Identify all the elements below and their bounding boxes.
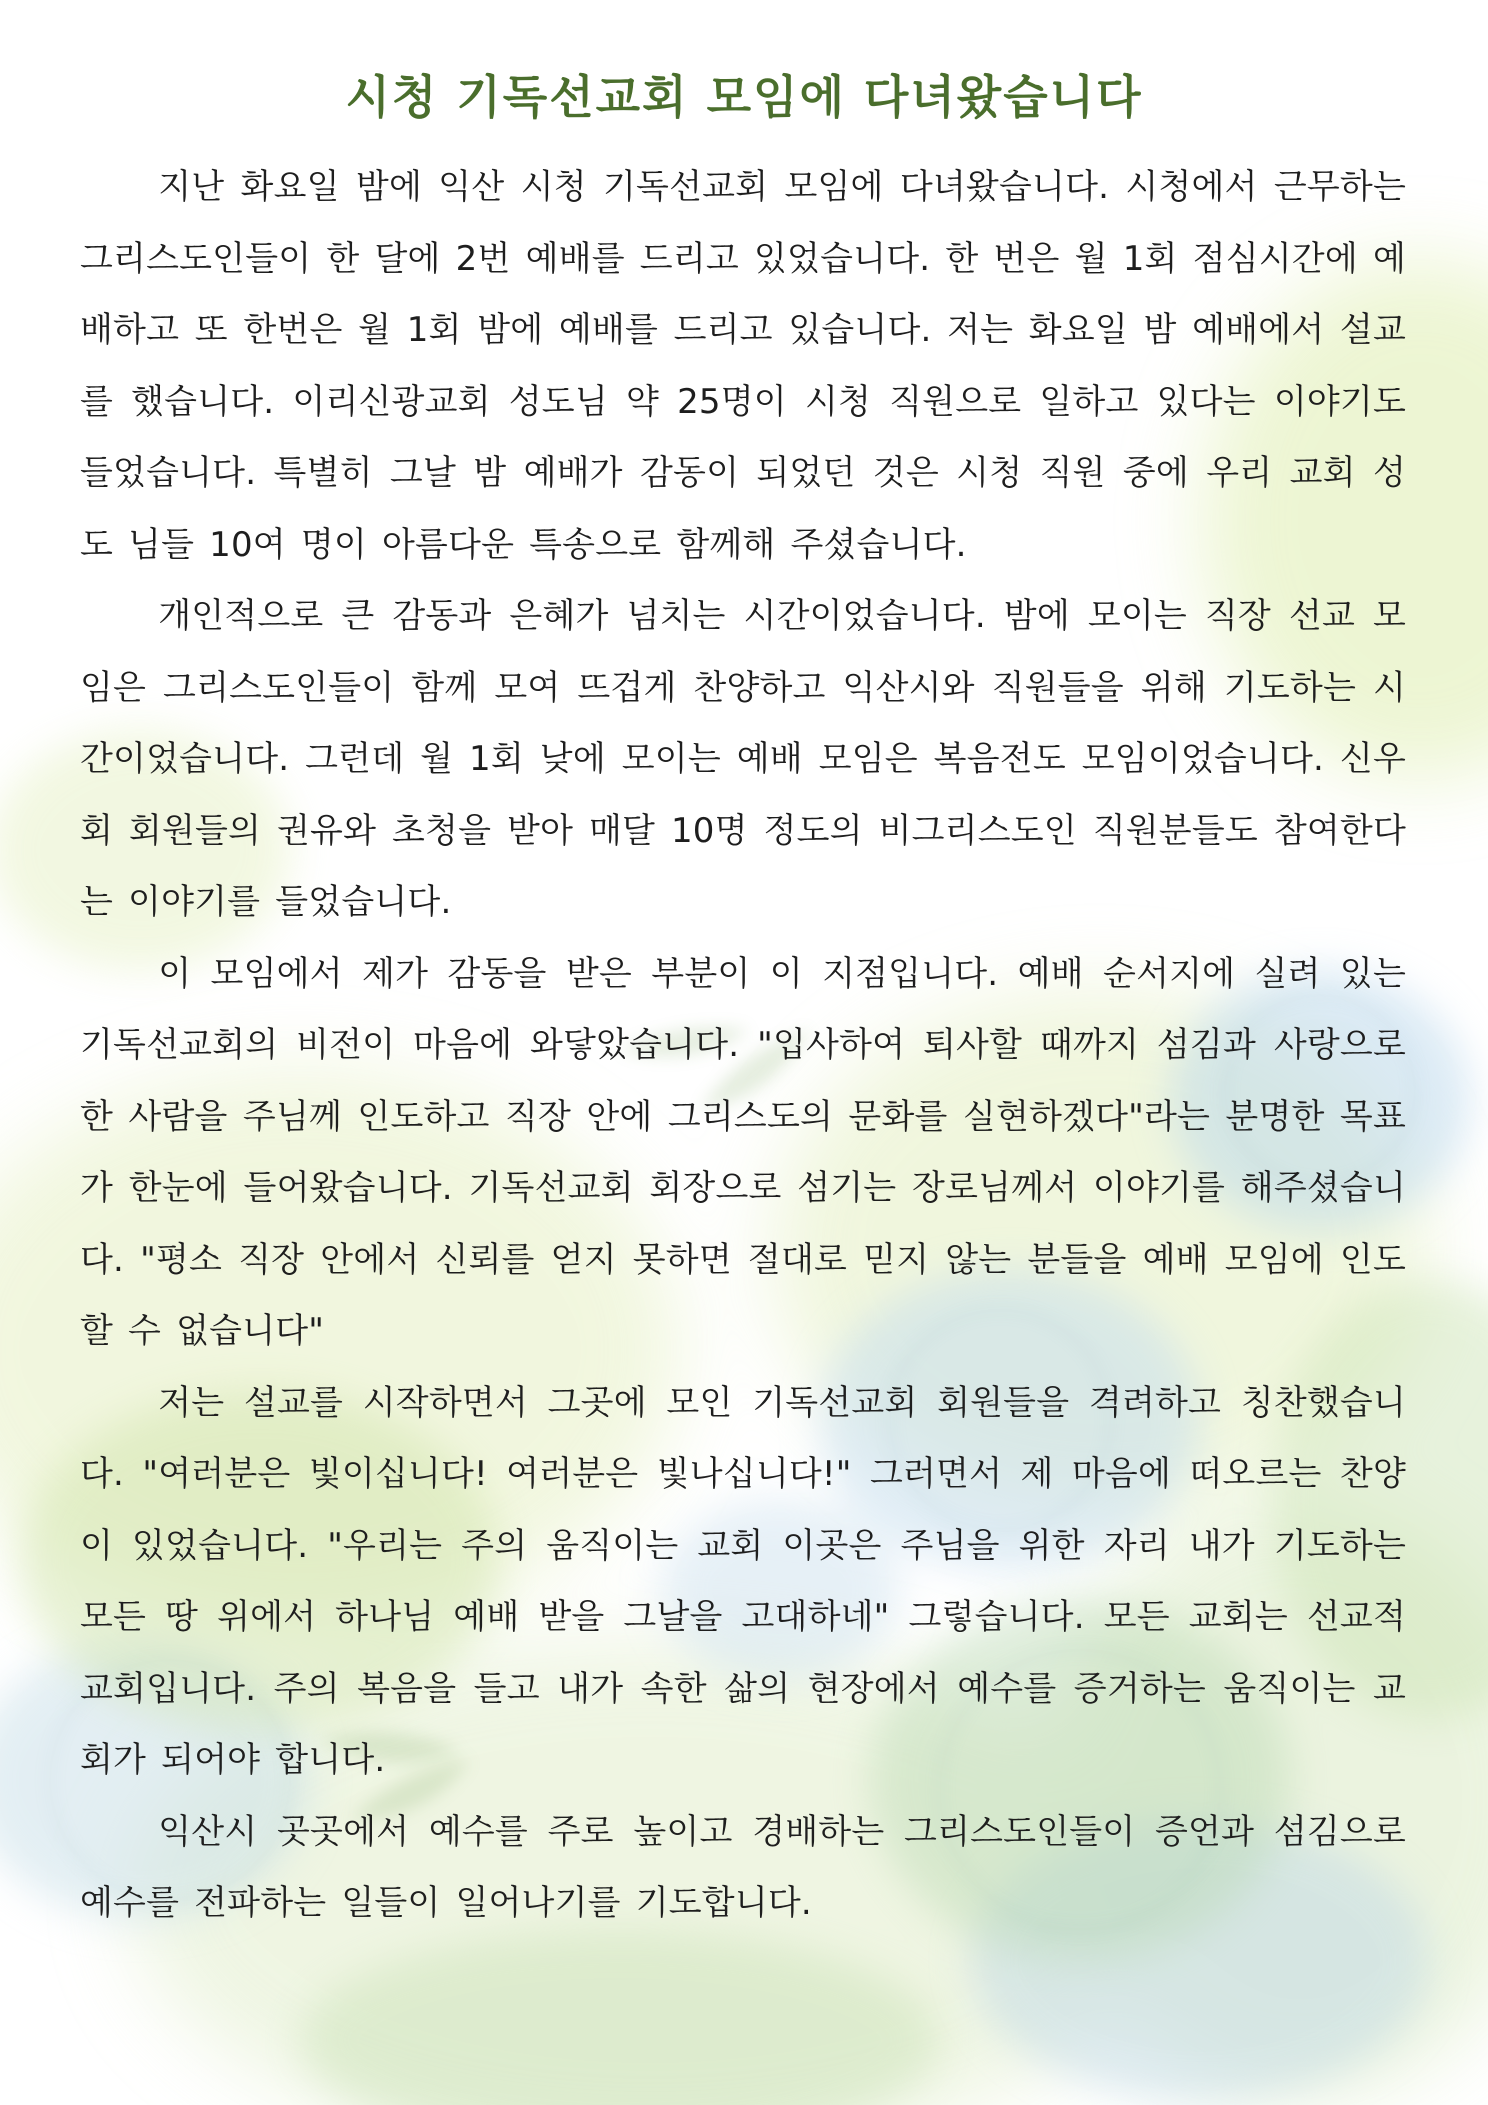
- paragraph-3: 이 모임에서 제가 감동을 받은 부분이 이 지점입니다. 예배 순서지에 실려 있는 기독선교회의 비전이 마음에 와닿았습니다. "입사하여 퇴사할 때까지 섬김과 사랑으로 한 사람을 주님께 인도하고 직장 안에 그리스도의 문화를 실현하겠다"라는 분명한 목표가 한눈에 들어왔습니다. 기독선교회 회장으로 섬기는 장로님께서 이야기를 해주셨습니다. "평소 직장 안에서 신뢰를 얻지 못하면 절대로 믿지 않는 분들을 예배 모임에 인도할 수 없습니다": [80, 953, 1406, 1351]
- page-title: 시청 기독선교회 모임에 다녀왔습니다: [345, 70, 1143, 124]
- article-body: [80, 152, 1406, 1940]
- paragraph-1: 지난 화요일 밤에 익산 시청 기독선교회 모임에 다녀왔습니다. 시청에서 근무하는 그리스도인들이 한 달에 2번 예배를 드리고 있었습니다. 한 번은 월 1회 점심시간에 예배하고 또 한번은 월 1회 밤에 예배를 드리고 있습니다. 저는 화요일 밤 예배에서 설교를 했습니다. 이리신광교회 성도님 약 25명이 시청 직원으로 일하고 있다는 이야기도 들었습니다. 특별히 그날 밤 예배가 감동이 되었던 것은 시청 직원 중에 우리 교회 성도 님들 10여 명이 아름다운 특송으로 함께해 주셨습니다.: [80, 167, 1406, 565]
- paragraph-4: 저는 설교를 시작하면서 그곳에 모인 기독선교회 회원들을 격려하고 칭찬했습니다. "여러분은 빛이십니다! 여러분은 빛나십니다!" 그러면서 제 마음에 떠오르는 찬양이 있었습니다. "우리는 주의 움직이는 교회 이곳은 주님을 위한 자리 내가 기도하는 모든 땅 위에서 하나님 예배 받을 그날을 고대하네" 그렇습니다. 모든 교회는 선교적 교회입니다. 주의 복음을 들고 내가 속한 삶의 현장에서 예수를 증거하는 움직이는 교회가 되어야 합니다.: [80, 1382, 1406, 1780]
- paragraph-2: 개인적으로 큰 감동과 은혜가 넘치는 시간이었습니다. 밤에 모이는 직장 선교 모임은 그리스도인들이 함께 모여 뜨겁게 찬양하고 익산시와 직원들을 위해 기도하는 시간이었습니다. 그런데 월 1회 낮에 모이는 예배 모임은 복음전도 모임이었습니다. 신우회 회원들의 권유와 초청을 받아 매달 10명 정도의 비그리스도인 직원분들도 참여한다는 이야기를 들었습니다.: [80, 596, 1406, 922]
- paragraph-5: 익산시 곳곳에서 예수를 주로 높이고 경배하는 그리스도인들이 증언과 섬김으로 예수를 전파하는 일들이 일어나기를 기도합니다.: [80, 1811, 1406, 1923]
